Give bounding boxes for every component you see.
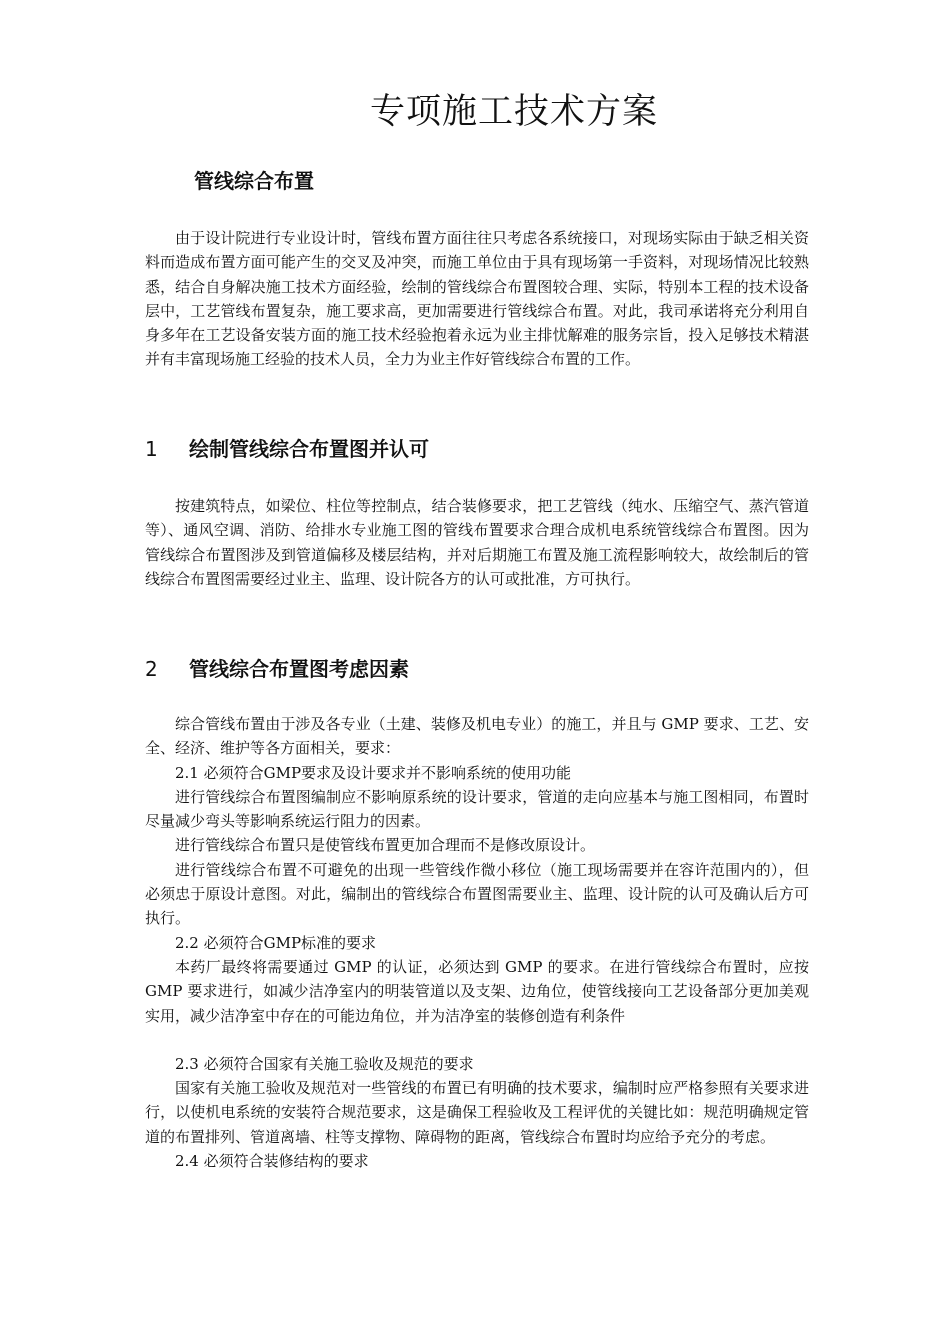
section-1-heading: [145, 433, 429, 462]
section-2-paragraph: 进行管线综合布置只是使管线布置更加合理而不是修改原设计。: [175, 836, 596, 855]
document-title: 专项施工技术方案: [369, 92, 658, 132]
section-1-title: 绘制管线综合布置图并认可: [189, 437, 429, 461]
section-2-paragraph: 进行管线综合布置不可避免的出现一些管线作微小移位（施工现场需要并在容许范围内的），但必须忠于原设计意图。对此，编制出的管线综合布置图需要业主、监理、设计院的认可及确认后方可执行。: [145, 860, 809, 928]
subsection-2-4-heading: 2.4 必须符合装修结构的要求: [175, 1152, 369, 1171]
section-2-title: 管线综合布置图考虑因素: [189, 657, 409, 681]
section-1-paragraph: 按建筑特点，如梁位、柱位等控制点，结合装修要求，把工艺管线（纯水、压缩空气、蒸汽管道等）、通风空调、消防、给排水专业施工图的管线布置要求合理合成机电系统管线综合布置图。因为管线综合布置图涉及到管道偏移及楼层结构，并对后期施工布置及施工流程影响较大，故绘制后的管线综合布置图需要经过业主、监理、设计院各方的认可或批准，方可执行。: [145, 497, 809, 588]
section-1-body-block: [145, 494, 809, 591]
intro-paragraph: 由于设计院进行专业设计时，管线布置方面往往只考虑各系统接口，对现场实际由于缺乏相关资料而造成布置方面可能产生的交叉及冲突，而施工单位由于具有现场第一手资料，对现场情况比较熟悉，结合自身解决施工技术方面经验，绘制的管线综合布置图较合理、实际，特别本工程的技术设备层中，工艺管线布置复杂，施工要求高，更加需要进行管线综合布置。对此，我司承诺将充分利用自身多年在工艺设备安装方面的施工技术经验抱着永远为业主排忧解难的服务宗旨，投入足够技术精湛并有丰富现场施工经验的技术人员，全力为业主作好管线综合布置的工作。: [145, 229, 809, 369]
section-2-heading: [145, 653, 409, 682]
section-2-paragraph: 本药厂最终将需要通过 GMP 的认证，必须达到 GMP 的要求。在进行管线综合布置时，应按 GMP 要求进行，如减少洁净室内的明装管道以及支架、边角位，使管线接向工艺设备部分更加美观实用，减少洁净室中存在的可能边角位，并为洁净室的装修创造有利条件: [145, 957, 809, 1025]
intro-paragraph-block: [145, 226, 809, 372]
subsection-2-3-heading: 2.3 必须符合国家有关施工验收及规范的要求: [175, 1054, 474, 1073]
section-2-paragraph: 进行管线综合布置图编制应不影响原系统的设计要求，管道的走向应基本与施工图相同，布置时尽量减少弯头等影响系统运行阻力的因素。: [145, 787, 809, 831]
section-2-number: 2: [145, 657, 158, 681]
document-subtitle: 管线综合布置: [194, 169, 314, 193]
section-2-body-block: [145, 712, 809, 1173]
subsection-2-1-heading: 2.1 必须符合GMP要求及设计要求并不影响系统的使用功能: [175, 763, 572, 782]
section-1-number: 1: [145, 437, 158, 461]
section-2-paragraph: 国家有关施工验收及规范对一些管线的布置已有明确的技术要求，编制时应严格参照有关要求进行，以使机电系统的安装符合规范要求，这是确保工程验收及工程评优的关键比如：规范明确规定管道的布置排列、管道离墙、柱等支撑物、障碍物的距离，管线综合布置时均应给予充分的考虑。: [145, 1079, 809, 1146]
subsection-2-2-heading: 2.2 必须符合GMP标准的要求: [175, 933, 377, 952]
section-2-paragraph: 综合管线布置由于涉及各专业（土建、装修及机电专业）的施工，并且与 GMP 要求、工艺、安全、经济、维护等各方面相关，要求：: [145, 715, 809, 758]
